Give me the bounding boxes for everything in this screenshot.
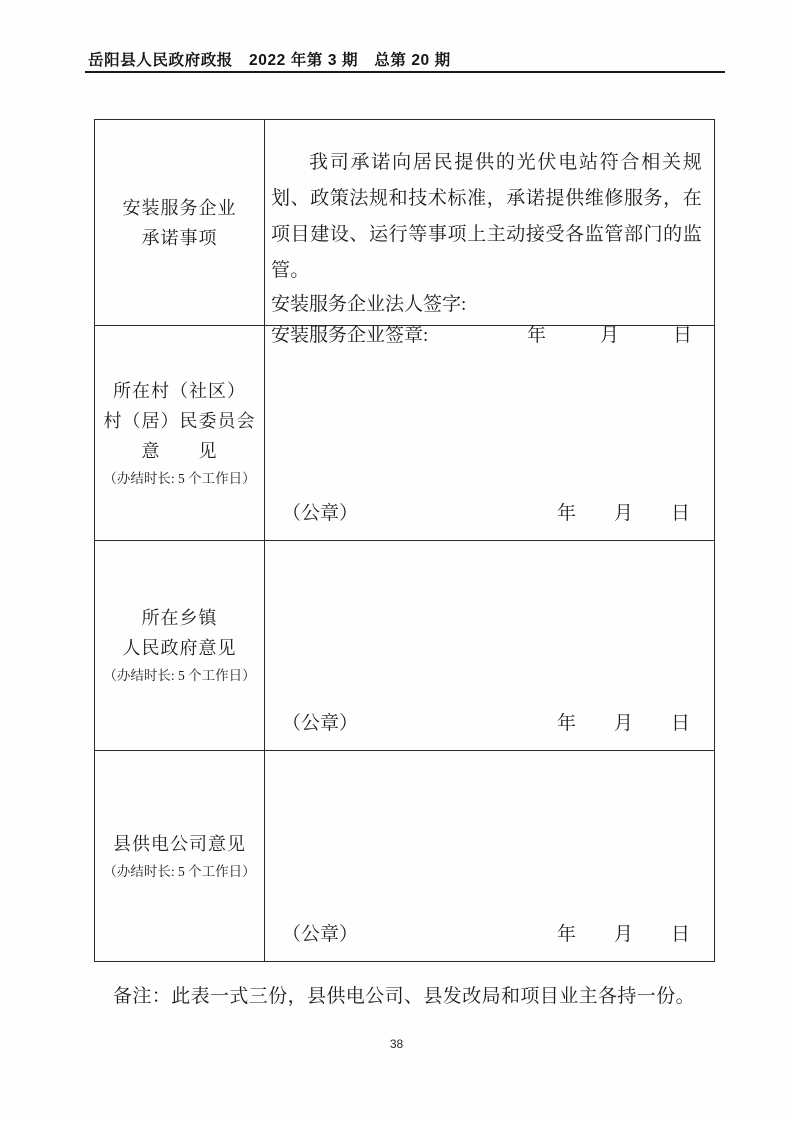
application-form-table	[94, 119, 715, 962]
power-company-label-line1: 县供电公司意见	[113, 833, 246, 854]
page-number: 38	[389, 1037, 404, 1051]
village-label-line3: 意 见	[141, 440, 218, 461]
township-label-line1: 所在乡镇	[141, 608, 218, 628]
gazette-header-title: 岳阳县人民政府政报 2022 年第 3 期 总第 20 期	[88, 52, 451, 69]
commitment-paragraph: 我司承诺向居民提供的光伏电站符合相关规划、政策法规和技术标准，承诺提供维修服务，在项目建设、运行等事项上主动接受各监管部门的监管。	[271, 152, 702, 281]
power-company-label-cell	[95, 751, 265, 961]
installer-row-label-cell	[95, 120, 265, 325]
power-company-seal-label: （公章）	[282, 924, 359, 945]
month-label: 月	[599, 325, 619, 346]
year-label: 年	[556, 924, 576, 945]
township-row-label-cell	[95, 541, 265, 750]
township-seal-label: （公章）	[282, 713, 359, 734]
township-duration-note: （办结时长: 5 个工作日）	[103, 668, 256, 683]
installer-commitment-row	[95, 120, 714, 346]
installer-label-line1: 安装服务企业	[122, 197, 237, 218]
month-label: 月	[613, 503, 633, 524]
day-label: 日	[670, 924, 690, 945]
installer-commitment-cell	[265, 120, 714, 346]
village-seal-label: （公章）	[282, 503, 359, 524]
day-label: 日	[670, 713, 690, 734]
power-company-opinion-cell	[265, 751, 714, 961]
year-label: 年	[556, 503, 576, 524]
legal-representative-signature-label: 安装服务企业法人签字:	[271, 294, 467, 315]
power-company-duration-note: （办结时长: 5 个工作日）	[103, 863, 256, 879]
remark-note: 备注：此表一式三份，县供电公司、县发改局和项目业主各持一份。	[113, 986, 696, 1007]
village-duration-note: （办结时长: 5 个工作日）	[103, 470, 256, 486]
township-label-line2: 人民政府意见	[122, 638, 237, 658]
power-company-date-line	[557, 920, 694, 950]
township-date-line	[557, 709, 694, 739]
installer-label-line2: 承诺事项	[141, 227, 218, 248]
village-committee-row	[95, 325, 714, 540]
year-label: 年	[556, 713, 576, 734]
month-label: 月	[613, 924, 633, 945]
township-government-row	[95, 540, 714, 750]
year-label: 年	[526, 325, 546, 346]
township-opinion-cell	[265, 541, 714, 750]
day-label: 日	[672, 325, 692, 346]
day-label: 日	[670, 503, 690, 524]
village-opinion-cell	[265, 326, 714, 540]
company-seal-signature-label: 安装服务企业签章:	[271, 325, 429, 346]
month-label: 月	[613, 713, 633, 734]
village-date-line	[557, 499, 694, 529]
village-row-label-cell	[95, 326, 265, 540]
village-label-line1: 所在村（社区）	[113, 380, 246, 401]
power-company-row	[95, 750, 714, 961]
header-rule	[85, 71, 725, 73]
village-label-line2: 村（居）民委员会	[103, 410, 256, 431]
